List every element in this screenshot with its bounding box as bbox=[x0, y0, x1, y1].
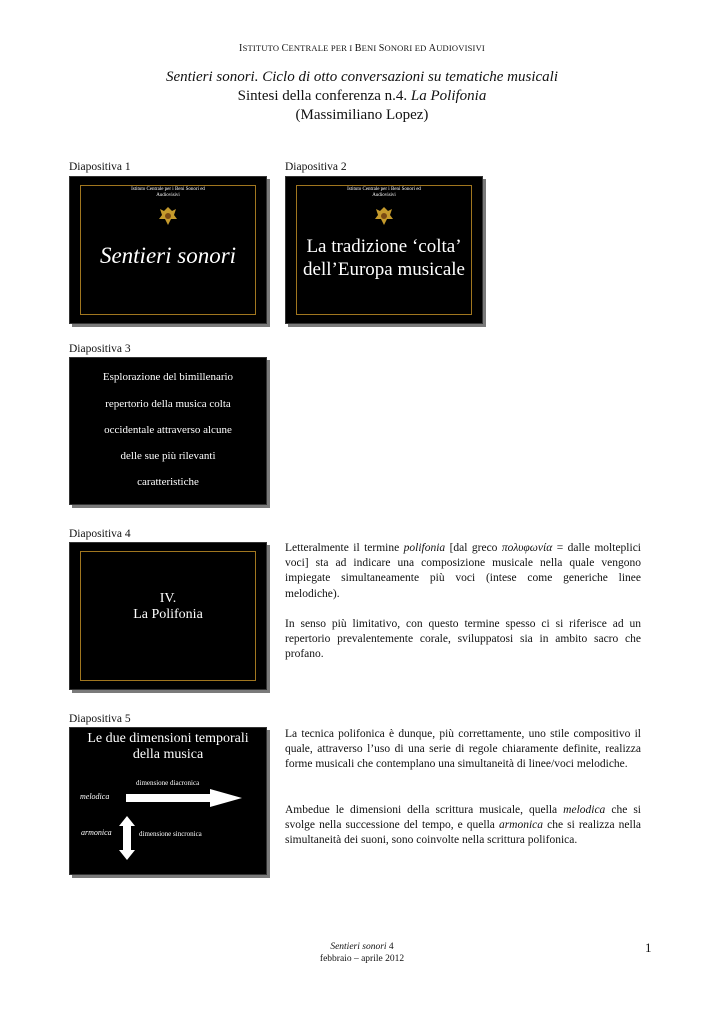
slide-title-line: dell’Europa musicale bbox=[303, 259, 465, 280]
institute-part: A bbox=[428, 43, 437, 54]
text-run-italic: πολυφωνία bbox=[501, 542, 553, 554]
emblem-icon bbox=[158, 205, 178, 227]
slide-1 bbox=[69, 176, 267, 324]
footer-line bbox=[0, 941, 724, 953]
slide-5 bbox=[69, 727, 267, 875]
slide-title bbox=[70, 731, 266, 763]
slide-text-line: delle sue più rilevanti bbox=[120, 450, 216, 462]
slide-title: Sentieri sonori bbox=[99, 243, 237, 268]
footer-series: Sentieri sonori bbox=[330, 942, 387, 952]
paragraph-polifonia-definition bbox=[285, 541, 641, 602]
slide-title-line: Le due dimensioni temporali bbox=[87, 731, 249, 746]
label-armonica: armonica bbox=[81, 828, 112, 837]
institute-part: C bbox=[281, 43, 289, 54]
slide-5-label: Diapositiva 5 bbox=[69, 713, 131, 725]
vertical-arrow-icon bbox=[117, 816, 137, 860]
institute-header bbox=[0, 43, 724, 54]
subtitle-italic: La Polifonia bbox=[410, 88, 487, 104]
institute-part: B bbox=[354, 43, 362, 54]
document-subtitle bbox=[0, 88, 724, 105]
text-run: = dalle molteplici voci] sta ad indicare una composizione musicale nella quale vengono impiegate simultaneamente più voci (intese come generiche linee melodiche). bbox=[285, 542, 641, 600]
page-footer bbox=[0, 941, 724, 965]
slide-title bbox=[286, 235, 482, 281]
institute-part: ONORI ED bbox=[384, 43, 429, 53]
institute-part: ENI bbox=[361, 43, 379, 53]
text-run: che si realizza nella simultaneità dei suoni, sono coinvolte nella scrittura polifonica. bbox=[285, 819, 641, 847]
text-run-italic: armonica bbox=[498, 819, 544, 832]
institute-part: S bbox=[378, 43, 385, 54]
slide-institute: Istituto Centrale per i Beni Sonori ed Audiovisivi bbox=[131, 187, 205, 198]
slide-4 bbox=[69, 542, 267, 690]
text-run: [dal greco bbox=[445, 542, 502, 554]
slide-1-label: Diapositiva 1 bbox=[69, 161, 131, 173]
document-author: (Massimiliano Lopez) bbox=[295, 107, 429, 123]
slide-4-label: Diapositiva 4 bbox=[69, 528, 131, 540]
text-run: Ambedue le dimensioni della scrittura musicale, quella bbox=[285, 804, 564, 816]
slide-title-line: La tradizione ‘colta’ bbox=[306, 236, 462, 257]
slide-text-line: caratteristiche bbox=[137, 476, 199, 488]
paragraph-tecnica-polifonica: La tecnica polifonica è dunque, più correttamente, uno stile compositivo il quale, attraverso l’uso di una serie di regole chiaramente definite, realizza forme musicali che contemplano una simultaneità di linee/voci melodiche. bbox=[285, 728, 641, 771]
institute-part: I bbox=[239, 43, 243, 54]
footer-issue: 4 bbox=[386, 942, 394, 952]
emblem-icon bbox=[374, 205, 394, 227]
paragraph-polifonia-repertorio: In senso più limitativo, con questo termine spesso ci si riferisce ad un repertorio prevalentemente corale, sviluppatosi sia in ambito sacro che profano. bbox=[285, 618, 641, 661]
paragraph-dimensioni bbox=[285, 803, 641, 849]
slide-text-line: Esplorazione del bimillenario bbox=[102, 371, 234, 383]
slide-3 bbox=[69, 357, 267, 505]
slide-text-line: occidentale attraverso alcune bbox=[104, 424, 232, 436]
label-sincronica: dimensione sincronica bbox=[139, 830, 202, 838]
slide-2-label: Diapositiva 2 bbox=[285, 161, 347, 173]
document-title: Sentieri sonori. Ciclo di otto conversazioni su tematiche musicali bbox=[165, 69, 559, 85]
slide-text-line: repertorio della musica colta bbox=[105, 398, 231, 410]
slide-title-line: IV. bbox=[159, 591, 177, 606]
text-run-italic: melodica bbox=[563, 804, 606, 816]
text-run-italic: polifonia bbox=[403, 542, 446, 554]
slide-title-line: della musica bbox=[132, 747, 204, 762]
horizontal-arrow-icon bbox=[126, 788, 244, 808]
institute-part: ENTRALE PER I bbox=[288, 43, 355, 53]
page-number: 1 bbox=[645, 940, 652, 955]
text-run: che si svolge nella successione del tempo, e quella bbox=[285, 804, 641, 832]
footer-dates: febbraio – aprile 2012 bbox=[319, 954, 405, 964]
slide-2 bbox=[285, 176, 483, 324]
institute-part: UDIOVISIVI bbox=[436, 43, 485, 53]
label-melodica: melodica bbox=[80, 792, 110, 801]
institute-part: STITUTO bbox=[242, 43, 282, 53]
slide-3-label: Diapositiva 3 bbox=[69, 343, 131, 355]
text-run: Letteralmente il termine bbox=[285, 542, 404, 554]
label-diacronica: dimensione diacronica bbox=[136, 779, 200, 787]
slide-title-line: La Polifonia bbox=[133, 607, 203, 622]
subtitle-plain: Sintesi della conferenza n.4. bbox=[237, 88, 411, 104]
slide-title bbox=[70, 591, 266, 623]
slide-institute: Istituto Centrale per i Beni Sonori ed Audiovisivi bbox=[347, 187, 421, 198]
